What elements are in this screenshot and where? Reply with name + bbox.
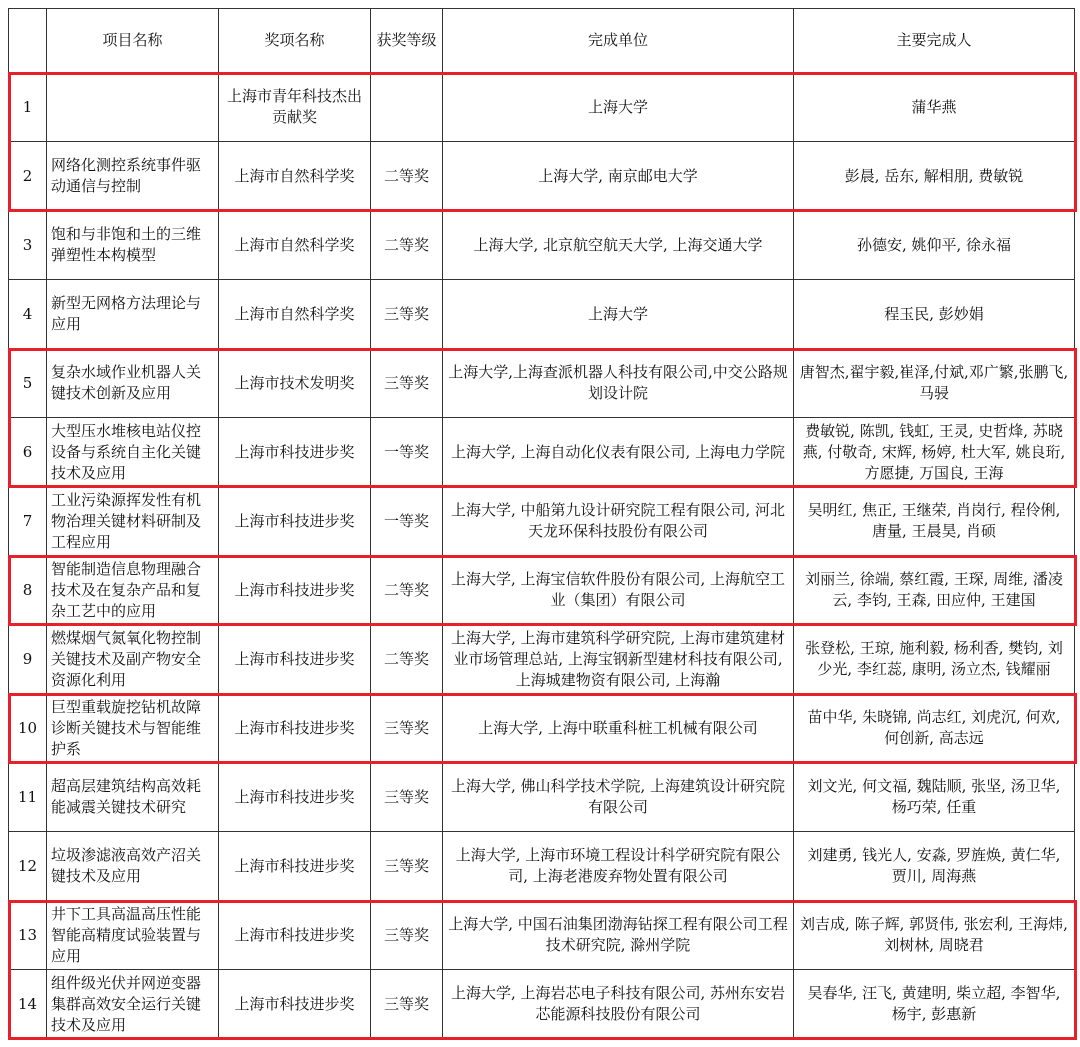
completing-units: 上海大学, 南京邮电大学	[538, 166, 698, 185]
award-level-cell	[371, 763, 443, 832]
award-name-cell	[219, 142, 371, 211]
main-contributors: 刘吉成, 陈子辉, 郭贤伟, 张宏利, 王海炜, 刘树林, 周晓君	[800, 915, 1068, 954]
completing-units: 上海大学, 上海宝信软件股份有限公司, 上海航空工业（集团）有限公司	[450, 570, 786, 609]
award-name: 上海市科技进步奖	[234, 718, 355, 737]
main-contributors: 刘丽兰, 徐端, 蔡红霞, 王琛, 周维, 潘凌云, 李钧, 王森, 田应仲, 王建国	[805, 570, 1063, 609]
project-name-cell	[47, 487, 219, 556]
project-name-cell	[47, 901, 219, 970]
main-contributors: 刘文光, 何文福, 魏陆顺, 张坚, 汤卫华, 杨巧荣, 任重	[807, 777, 1061, 816]
award-level-cell	[371, 211, 443, 280]
main-contributors: 唐智杰,翟宇毅,崔泽,付斌,邓广繁,张鹏飞,马骎	[799, 363, 1069, 402]
award-name-cell	[219, 832, 371, 901]
row-number: 9	[22, 649, 33, 668]
award-level-cell	[371, 418, 443, 487]
main-contributors: 吴春华, 汪飞, 黄建明, 柴立超, 李智华, 杨宇, 彭惠新	[807, 984, 1061, 1023]
completing-units: 上海大学, 上海岩芯电子科技有限公司, 苏州东安岩芯能源科技股份有限公司	[450, 984, 786, 1023]
main-contributors: 吴明红, 焦正, 王继荣, 肖岗行, 程伶俐, 唐量, 王晨昊, 肖硕	[807, 501, 1061, 540]
row-number: 11	[17, 787, 38, 806]
award-level-cell	[371, 73, 443, 142]
project-name: 新型无网格方法理论与应用	[51, 294, 202, 333]
main-contributors-cell	[794, 280, 1075, 349]
table-row	[9, 280, 1075, 349]
table-row	[9, 970, 1075, 1039]
table-row	[9, 625, 1075, 694]
completing-units-cell	[443, 763, 794, 832]
award-level: 二等奖	[383, 166, 429, 185]
award-level-cell	[371, 487, 443, 556]
main-contributors-cell	[794, 418, 1075, 487]
completing-units-cell	[443, 142, 794, 211]
project-name: 井下工具高温高压性能智能高精度试验装置与应用	[51, 904, 202, 965]
row-number: 10	[17, 718, 38, 737]
project-name: 燃煤烟气氮氧化物控制关键技术及副产物安全资源化利用	[51, 628, 202, 689]
row-number: 1	[22, 97, 33, 116]
award-level: 一等奖	[383, 442, 429, 461]
main-contributors: 程玉民, 彭妙娟	[884, 304, 984, 323]
table-row	[9, 349, 1075, 418]
award-name: 上海市科技进步奖	[234, 856, 355, 875]
completing-units: 上海大学, 佛山科学技术学院, 上海建筑设计研究院有限公司	[450, 777, 786, 816]
award-name: 上海市自然科学奖	[234, 304, 355, 323]
award-level: 三等奖	[383, 787, 429, 806]
row-number-cell	[9, 142, 47, 211]
row-number: 2	[22, 166, 33, 185]
completing-units: 上海大学,上海查派机器人科技有限公司,中交公路规划设计院	[448, 363, 788, 402]
project-name: 饱和与非饱和土的三维弹塑性本构模型	[51, 225, 202, 264]
award-level: 三等奖	[383, 925, 429, 944]
award-level: 二等奖	[383, 580, 429, 599]
completing-units-cell	[443, 418, 794, 487]
award-level: 二等奖	[383, 649, 429, 668]
completing-units: 上海大学, 上海自动化仪表有限公司, 上海电力学院	[450, 442, 786, 461]
project-name-cell	[47, 280, 219, 349]
award-name-cell	[219, 901, 371, 970]
row-number: 8	[22, 580, 33, 599]
award-name-cell	[219, 349, 371, 418]
main-contributors: 张登松, 王琼, 施利毅, 杨利香, 樊钧, 刘少光, 李红蕊, 康明, 汤立杰, 钱耀丽	[805, 639, 1063, 678]
award-level-cell	[371, 625, 443, 694]
main-contributors-cell	[794, 970, 1075, 1039]
table-row	[9, 694, 1075, 763]
header-level: 获奖等级	[371, 9, 443, 73]
completing-units: 上海大学, 上海市建筑科学研究院, 上海市建筑建材业市场管理总站, 上海宝钢新型建材科技有限公司, 上海城建物资有限公司, 上海瀚	[450, 628, 786, 689]
award-name-cell	[219, 73, 371, 142]
completing-units-cell	[443, 280, 794, 349]
row-number-cell	[9, 280, 47, 349]
award-name: 上海市科技进步奖	[234, 511, 355, 530]
table-row	[9, 418, 1075, 487]
award-level-cell	[371, 694, 443, 763]
table-row	[9, 73, 1075, 142]
row-number-cell	[9, 901, 47, 970]
main-contributors-cell	[794, 901, 1075, 970]
table-row	[9, 487, 1075, 556]
award-name: 上海市科技进步奖	[234, 994, 355, 1013]
award-level-cell	[371, 832, 443, 901]
project-name-cell	[47, 142, 219, 211]
main-contributors-cell	[794, 832, 1075, 901]
award-name: 上海市科技进步奖	[234, 442, 355, 461]
row-number: 14	[17, 994, 38, 1013]
header-award: 奖项名称	[219, 9, 371, 73]
project-name: 组件级光伏并网逆变器集群高效安全运行关键技术及应用	[51, 973, 202, 1034]
award-name-cell	[219, 487, 371, 556]
row-number-cell	[9, 211, 47, 280]
row-number: 4	[22, 304, 33, 323]
table-row	[9, 142, 1075, 211]
completing-units-cell	[443, 487, 794, 556]
row-number-cell	[9, 73, 47, 142]
main-contributors-cell	[794, 142, 1075, 211]
project-name: 超高层建筑结构高效耗能减震关键技术研究	[51, 777, 202, 816]
project-name: 复杂水域作业机器人关键技术创新及应用	[51, 363, 202, 402]
award-level-cell	[371, 556, 443, 625]
row-number: 5	[22, 373, 33, 392]
completing-units-cell	[443, 349, 794, 418]
completing-units-cell	[443, 901, 794, 970]
award-name-cell	[219, 556, 371, 625]
project-name: 工业污染源挥发性有机物治理关键材料研制及工程应用	[51, 490, 202, 551]
main-contributors-cell	[794, 625, 1075, 694]
main-contributors-cell	[794, 349, 1075, 418]
project-name-cell	[47, 625, 219, 694]
header-people: 主要完成人	[794, 9, 1075, 73]
award-level: 三等奖	[383, 994, 429, 1013]
project-name: 智能制造信息物理融合技术及在复杂产品和复杂工艺中的应用	[51, 559, 202, 620]
award-level-cell	[371, 280, 443, 349]
table-row	[9, 832, 1075, 901]
row-number-cell	[9, 970, 47, 1039]
project-name-cell	[47, 694, 219, 763]
row-number-cell	[9, 763, 47, 832]
completing-units-cell	[443, 556, 794, 625]
project-name: 网络化测控系统事件驱动通信与控制	[51, 156, 202, 195]
main-contributors-cell	[794, 211, 1075, 280]
row-number-cell	[9, 349, 47, 418]
main-contributors-cell	[794, 763, 1075, 832]
award-level-cell	[371, 970, 443, 1039]
project-name-cell	[47, 832, 219, 901]
award-name: 上海市科技进步奖	[234, 649, 355, 668]
award-level-cell	[371, 901, 443, 970]
completing-units: 上海大学	[587, 304, 648, 323]
row-number-cell	[9, 556, 47, 625]
award-name-cell	[219, 280, 371, 349]
row-number-cell	[9, 625, 47, 694]
header-index	[9, 9, 47, 73]
header-units: 完成单位	[443, 9, 794, 73]
completing-units-cell	[443, 694, 794, 763]
row-number: 6	[22, 442, 33, 461]
award-name-cell	[219, 694, 371, 763]
project-name-cell	[47, 349, 219, 418]
award-level: 三等奖	[383, 373, 429, 392]
row-number: 7	[22, 511, 33, 530]
award-level: 二等奖	[383, 235, 429, 254]
award-level: 一等奖	[383, 511, 429, 530]
award-name: 上海市自然科学奖	[234, 166, 355, 185]
row-number-cell	[9, 832, 47, 901]
completing-units: 上海大学, 上海中联重科桩工机械有限公司	[478, 718, 758, 737]
award-name: 上海市科技进步奖	[234, 925, 355, 944]
completing-units: 上海大学, 北京航空航天大学, 上海交通大学	[473, 235, 763, 254]
award-name: 上海市科技进步奖	[234, 787, 355, 806]
completing-units: 上海大学, 中国石油集团渤海钻探工程有限公司工程技术研究院, 滁州学院	[448, 915, 788, 954]
award-name: 上海市技术发明奖	[234, 373, 355, 392]
project-name: 大型压水堆核电站仪控设备与系统自主化关键技术及应用	[51, 421, 202, 482]
award-name-cell	[219, 418, 371, 487]
header-row	[9, 9, 1075, 73]
award-level: 三等奖	[383, 856, 429, 875]
project-name-cell	[47, 73, 219, 142]
completing-units-cell	[443, 970, 794, 1039]
award-level-cell	[371, 142, 443, 211]
main-contributors: 费敏锐, 陈凯, 钱虹, 王灵, 史哲烽, 苏晓燕, 付敬奇, 宋辉, 杨婷, 杜大军, 姚良珩, 方愿捷, 万国良, 王海	[802, 421, 1066, 482]
award-name: 上海市科技进步奖	[234, 580, 355, 599]
row-number-cell	[9, 487, 47, 556]
completing-units: 上海大学, 中船第九设计研究院工程有限公司, 河北天龙环保科技股份有限公司	[450, 501, 786, 540]
project-name-cell	[47, 763, 219, 832]
project-name-cell	[47, 211, 219, 280]
row-number: 13	[17, 925, 38, 944]
award-level-cell	[371, 349, 443, 418]
table-row	[9, 763, 1075, 832]
completing-units: 上海大学, 上海市环境工程设计科学研究院有限公司, 上海老港废弃物处置有限公司	[455, 846, 781, 885]
awards-table	[8, 8, 1075, 1039]
main-contributors: 苗中华, 朱晓锦, 尚志红, 刘虎沉, 何欢, 何创新, 高志远	[807, 708, 1061, 747]
project-name: 巨型重载旋挖钻机故障诊断关键技术与智能维护系	[51, 697, 202, 758]
row-number-cell	[9, 694, 47, 763]
project-name: 垃圾渗滤液高效产沼关键技术及应用	[51, 846, 202, 885]
award-name: 上海市青年科技杰出贡献奖	[226, 87, 362, 126]
project-name-cell	[47, 970, 219, 1039]
award-name: 上海市自然科学奖	[234, 235, 355, 254]
main-contributors-cell	[794, 73, 1075, 142]
table-row	[9, 901, 1075, 970]
completing-units-cell	[443, 625, 794, 694]
row-number-cell	[9, 418, 47, 487]
award-level: 三等奖	[383, 304, 429, 323]
completing-units: 上海大学	[587, 97, 648, 116]
award-name-cell	[219, 625, 371, 694]
main-contributors-cell	[794, 487, 1075, 556]
project-name-cell	[47, 556, 219, 625]
table-row	[9, 556, 1075, 625]
award-level: 三等奖	[383, 718, 429, 737]
project-name-cell	[47, 418, 219, 487]
completing-units-cell	[443, 832, 794, 901]
row-number: 3	[22, 235, 33, 254]
main-contributors: 蒲华燕	[911, 97, 957, 116]
main-contributors: 彭晨, 岳东, 解相朋, 费敏锐	[844, 166, 1024, 185]
award-name-cell	[219, 763, 371, 832]
table-row	[9, 211, 1075, 280]
row-number: 12	[17, 856, 38, 875]
main-contributors: 刘建勇, 钱光人, 安淼, 罗旌焕, 黄仁华, 贾川, 周海燕	[807, 846, 1061, 885]
completing-units-cell	[443, 211, 794, 280]
main-contributors-cell	[794, 694, 1075, 763]
main-contributors: 孙德安, 姚仰平, 徐永福	[856, 235, 1012, 254]
header-project: 项目名称	[47, 9, 219, 73]
award-name-cell	[219, 211, 371, 280]
main-contributors-cell	[794, 556, 1075, 625]
completing-units-cell	[443, 73, 794, 142]
award-name-cell	[219, 970, 371, 1039]
